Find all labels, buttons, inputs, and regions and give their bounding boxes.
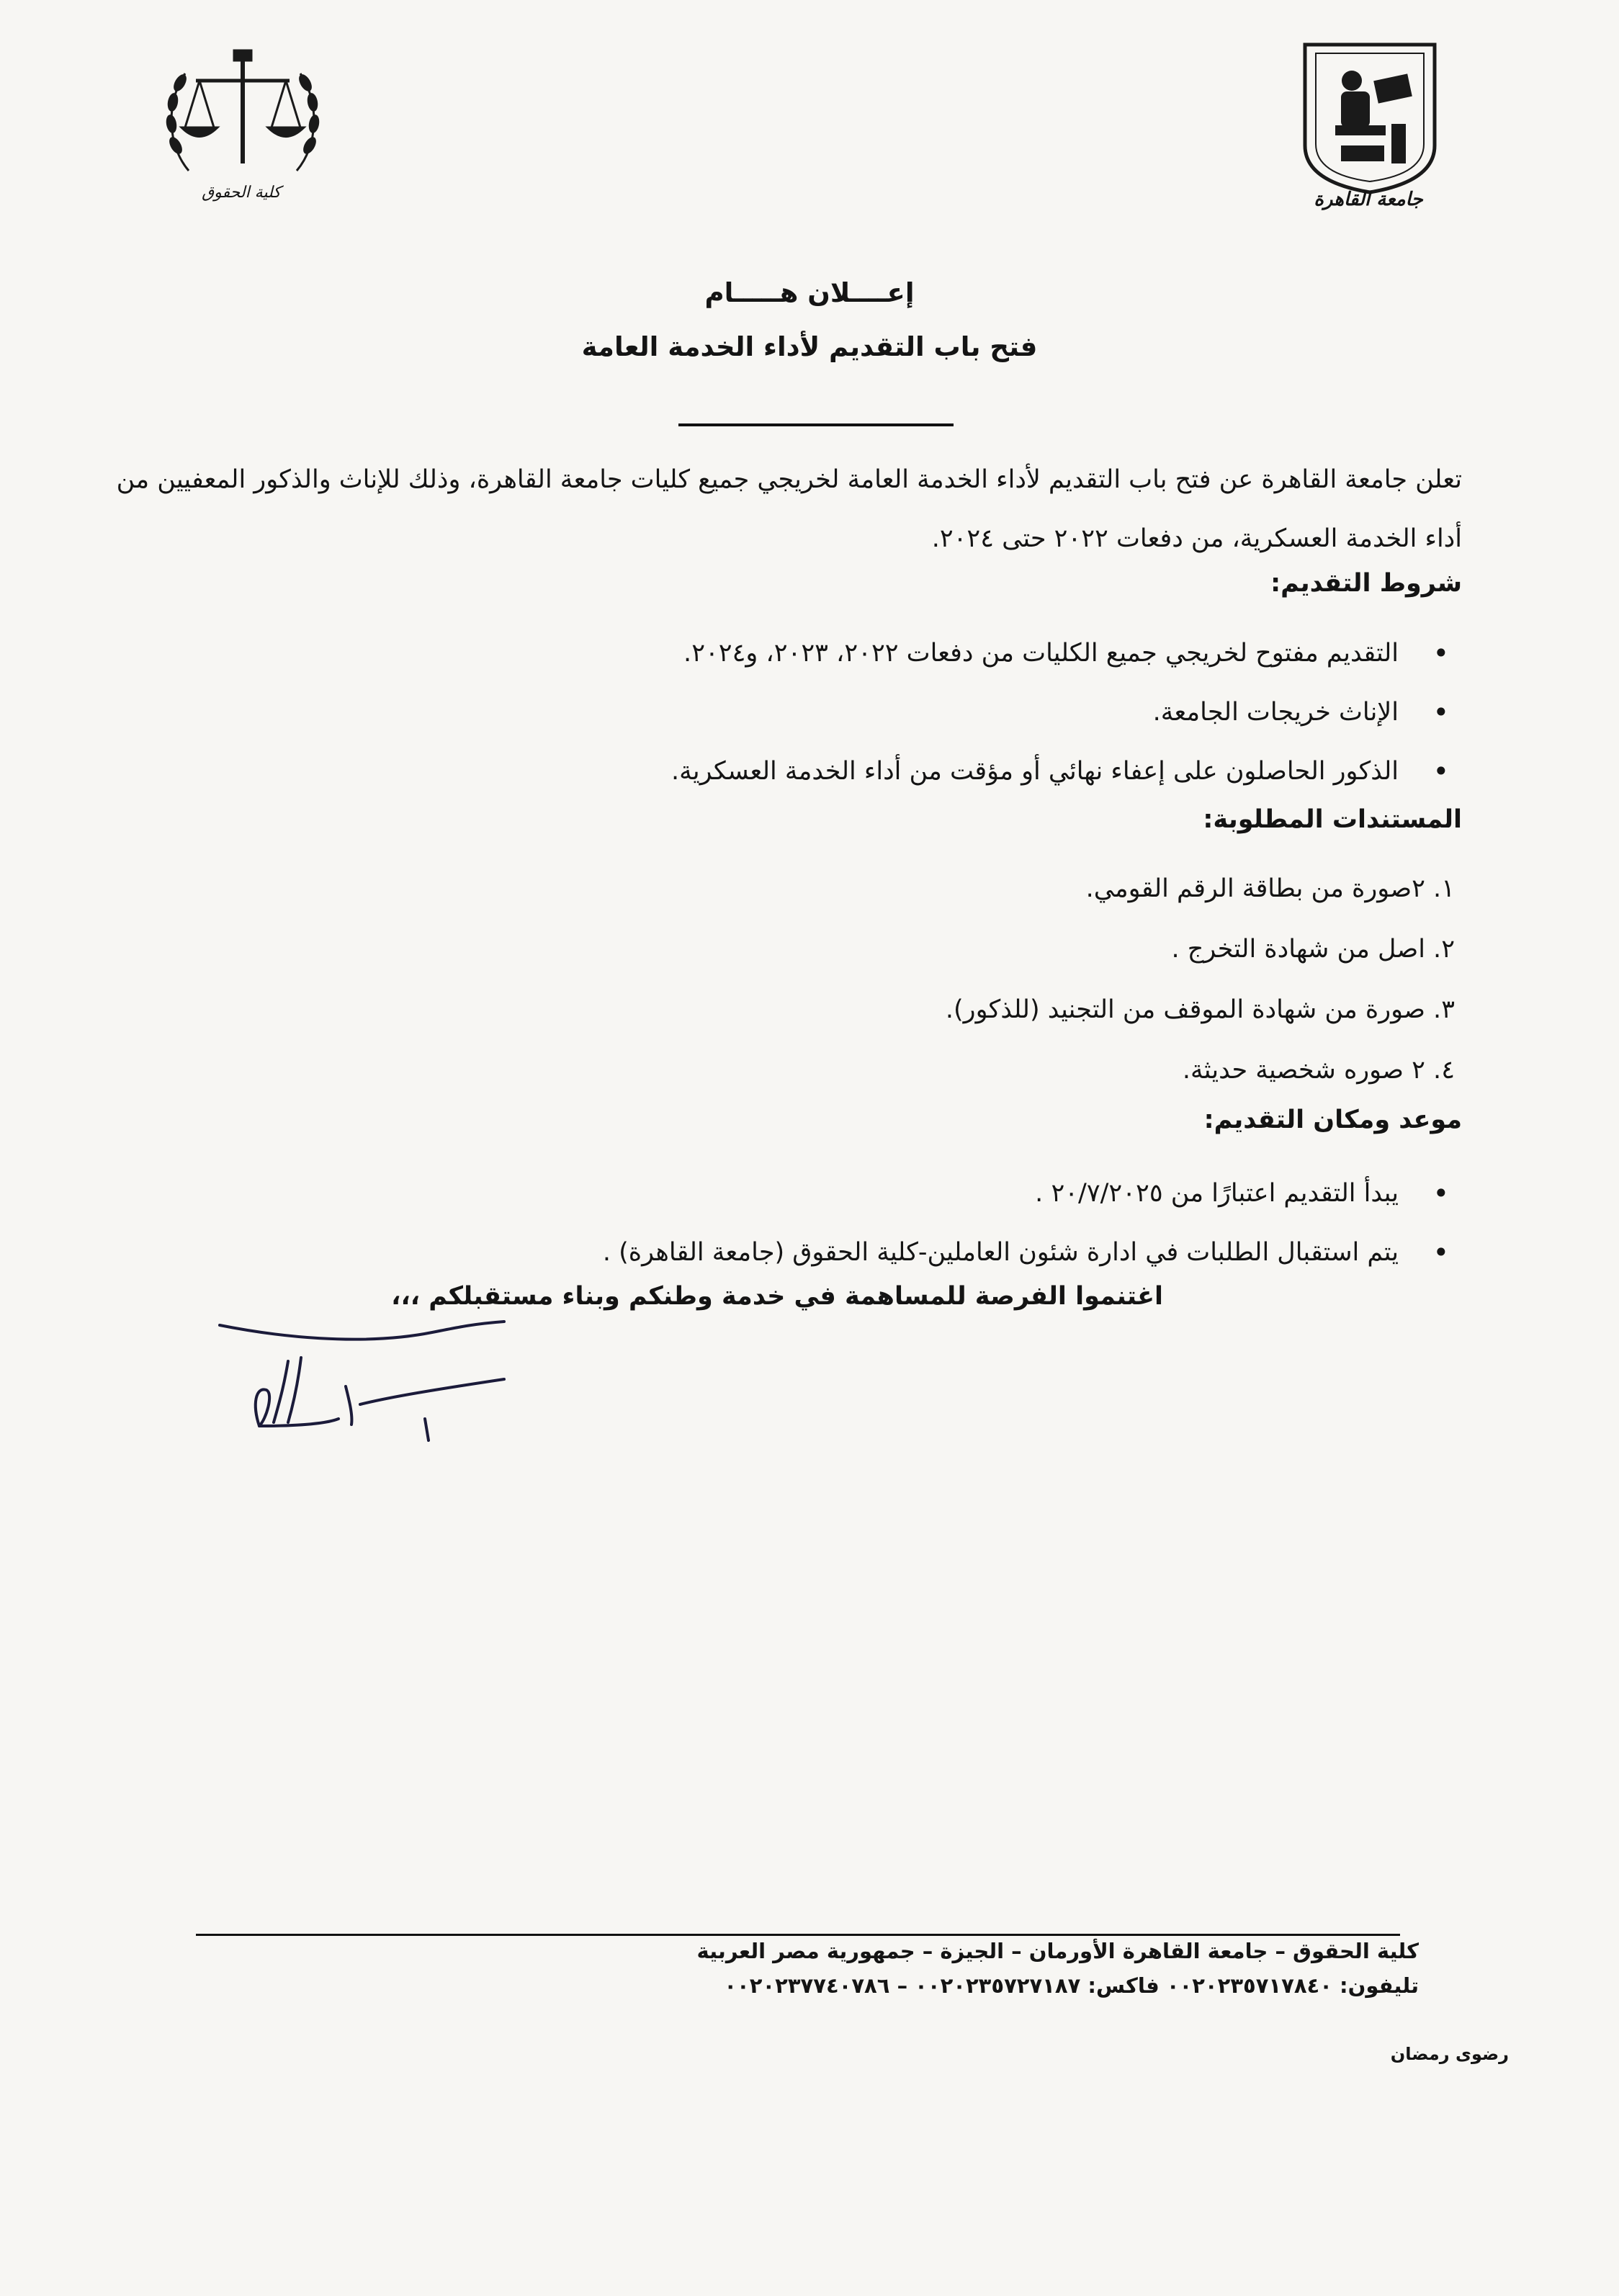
- documents-heading: المستندات المطلوبة:: [1203, 805, 1462, 834]
- list-item: • الإناث خريجات الجامعة.: [108, 683, 1462, 742]
- schedule-list: [108, 1164, 1462, 1282]
- footer-address: كلية الحقوق – جامعة القاهرة الأورمان – الجيزة – جمهورية مصر العربية: [696, 1939, 1419, 1963]
- schedule-heading: موعد ومكان التقديم:: [1203, 1106, 1462, 1134]
- list-item: ٢. اصل من شهادة التخرج .: [1171, 935, 1455, 964]
- conditions-list: [108, 624, 1462, 801]
- footer-divider: [196, 1934, 1400, 1936]
- footer-contacts: تليفون: ٠٠٢٠٢٣٥٧١٧٨٤٠ فاكس: ٠٠٢٠٢٣٥٧٢٧١٨٧ – ٠٠٢٠٢٣٧٧٤٠٧٨٦: [724, 1973, 1419, 1998]
- handwritten-signature: [216, 1318, 519, 1448]
- list-item: • التقديم مفتوح لخريجي جميع الكليات من دفعات ٢٠٢٢، ٢٠٢٣، و٢٠٢٤.: [108, 624, 1462, 683]
- list-item: ٤. ٢ صوره شخصية حديثة.: [1182, 1056, 1455, 1085]
- title-divider: [678, 423, 954, 426]
- typist-name: رضوى رمضان: [1390, 2044, 1509, 2064]
- announcement-title: إعــــلان هـــــام: [704, 277, 915, 308]
- intro-paragraph: تعلن جامعة القاهرة عن فتح باب التقديم لأداء الخدمة العامة لخريجي جميع كليات جامعة القاهرة، وذلك للإناث والذكور المعفيين من أداء الخدمة العسكرية، من دفعات ٢٠٢٢ حتى ٢٠٢٤.: [116, 465, 1462, 553]
- announcement-subtitle: فتح باب التقديم لأداء الخدمة العامة: [581, 331, 1038, 362]
- list-item: • يتم استقبال الطلبات في ادارة شئون العاملين-كلية الحقوق (جامعة القاهرة) .: [108, 1223, 1462, 1282]
- list-item: • الذكور الحاصلون على إعفاء نهائي أو مؤقت من أداء الخدمة العسكرية.: [108, 742, 1462, 801]
- closing-line: اغتنموا الفرصة للمساهمة في خدمة وطنكم وبناء مستقبلكم ،،،: [391, 1282, 1163, 1311]
- list-item: ١. ٢صورة من بطاقة الرقم القومي.: [1085, 874, 1455, 903]
- documents-list: [108, 858, 1462, 1100]
- conditions-heading: شروط التقديم:: [1270, 569, 1462, 598]
- list-item: ٣. صورة من شهادة الموقف من التجنيد (للذكور).: [945, 995, 1455, 1024]
- law-logo-caption: كلية الحقوق: [202, 184, 281, 202]
- list-item: • يبدأ التقديم اعتبارًا من ٢٠/٧/٢٠٢٥ .: [108, 1164, 1462, 1223]
- cu-logo-caption: جامعة القاهرة: [1314, 189, 1423, 210]
